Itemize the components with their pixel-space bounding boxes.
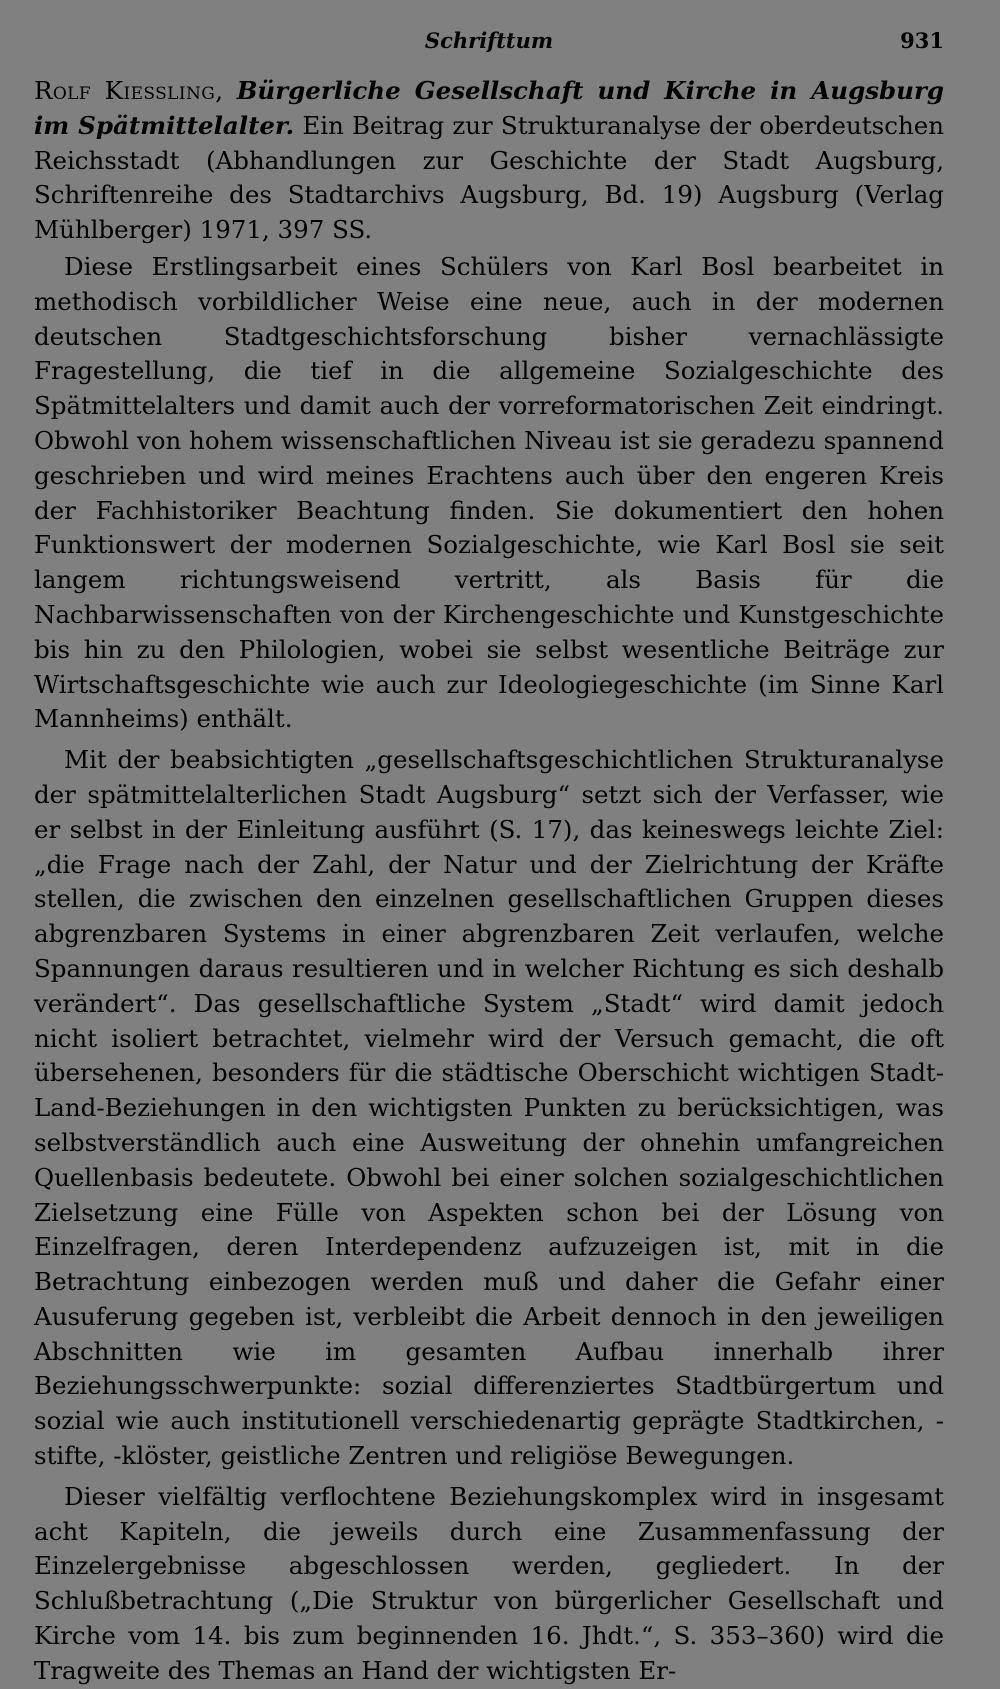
book-title: Bürgerliche Gesellschaft und Kirche in Augsburg im Spätmittelalter. (34, 76, 944, 140)
document-page (34, 22, 945, 1685)
bibliographic-citation (34, 74, 944, 248)
citation-details: Ein Beitrag zur Strukturanalyse der oberdeutschen Reichsstadt (Abhandlungen zur Geschichte der Stadt Augsburg, Schriftenreihe des Stadtarchivs Augsburg, Bd. 19) Augsburg (Verlag Mühlberger) 1971, 397 SS. (34, 110, 944, 245)
body-paragraph-1: Diese Erstlingsarbeit eines Schülers von Karl Bosl bearbeitet in methodisch vorbildlicher Weise eine neue, auch in der modernen deutschen Stadtgeschichtsforschung bisher vernachlässigte Fragestellung, die tief in die allgemeine Sozialgeschichte des Spätmittelalters und damit auch der vorreformatorischen Zeit eindringt. Obwohl von hohem wissenschaftlichen Niveau ist sie geradezu spannend geschrieben und wird meines Erachtens auch über den engeren Kreis der Fachhistoriker Beachtung finden. Sie dokumentiert den hohen Funktionswert der modernen Sozialgeschichte, wie Karl Bosl sie seit langem richtungsweisend vertritt, als Basis für die Nachbarwissenschaften von der Kirchengeschichte und Kunstgeschichte bis hin zu den Philologien, wobei sie selbst wesentliche Beiträge zur Wirtschaftsgeschichte wie auch zur Ideologiegeschichte (im Sinne Karl Mannheims) enthält. (34, 251, 945, 734)
review-author: Rolf Kiessling, (34, 76, 224, 105)
page-number: 931 (900, 28, 944, 53)
body-paragraph-3: Dieser vielfältig verflochtene Beziehungskomplex wird in insgesamt acht Kapiteln, die jeweils durch eine Zusammenfassung der Einzelergebnisse abgeschlossen werden, gegliedert. In der Schlußbetrachtung („Die Struktur von bürgerlicher Gesellschaft und Kirche vom 14. bis zum beginnenden 16. Jhdt.“, S. 353–360) wird die Tragweite des Themas an Hand der wichtigsten Er- (34, 1481, 944, 1685)
book-review (34, 74, 944, 1689)
body-paragraph-2: Mit der beabsichtigten „gesellschaftsgeschichtlichen Strukturanalyse der spätmittelalterlichen Stadt Augsburg“ setzt sich der Verfasser, wie er selbst in der Einleitung ausführt (S. 17), das keineswegs leichte Ziel: „die Frage nach der Zahl, der Natur und der Zielrichtung der Kräfte stellen, die zwischen den einzelnen gesellschaftlichen Gruppen dieses abgrenzbaren Systems in einer abgrenzbaren Zeit verlaufen, welche Spannungen daraus resultieren und in welcher Richtung es sich deshalb verändert“. Das gesellschaftliche System „Stadt“ wird damit jedoch nicht isoliert betrachtet, vielmehr wird der Versuch gemacht, die oft übersehenen, besonders für die städtische Oberschicht wichtigen Stadt-Land-Beziehungen in den wichtigsten Punkten zu berücksichtigen, was selbstverständlich auch eine Ausweitung der ohnehin umfangreichen Quellenbasis bedeutete. Obwohl bei einer solchen sozialgeschichtlichen Zielsetzung eine Fülle von Aspekten schon bei der Lösung von Einzelfragen, deren Interdependenz aufzuzeigen ist, mit in die Betrachtung einbezogen werden muß und daher die Gefahr einer Ausuferung gegeben ist, verbleibt die Arbeit dennoch in den jeweiligen Abschnitten wie im gesamten Aufbau innerhalb ihrer Beziehungsschwerpunkte: sozial differenziertes Stadtbürgertum und sozial wie auch institutionell verschiedenartig geprägte Stadtkirchen, -stifte, -klöster, geistliche Zentren und religiöse Bewegungen. (34, 745, 944, 1471)
running-head-title: Schrifttum (424, 28, 554, 53)
running-head (34, 22, 944, 60)
